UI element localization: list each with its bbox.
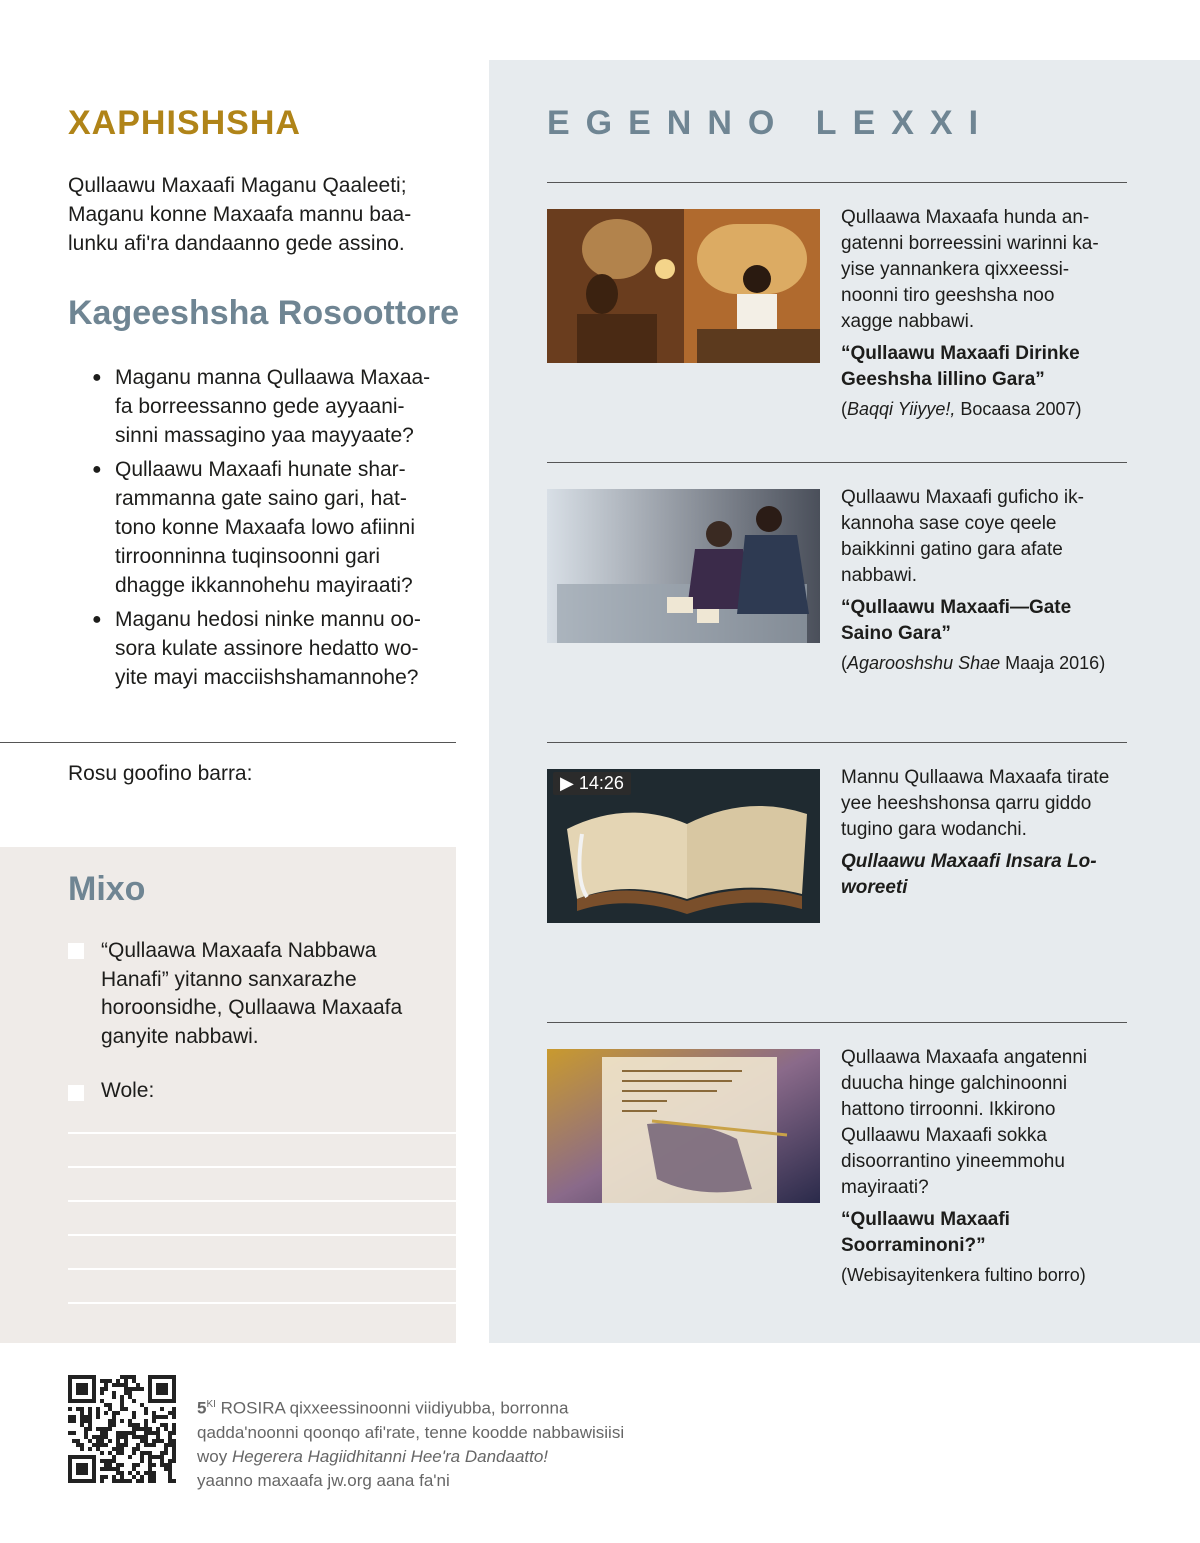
review-questions: [92, 363, 462, 697]
footer-text: [197, 1393, 624, 1493]
item-source: (Agarooshshu Shae Maaja 2016): [841, 653, 1106, 673]
other-checkbox[interactable]: [68, 1085, 84, 1101]
review-question: ● Maganu hedosi ninke mannu oo- sora kulate assinore hedatto wo- yite mayi macciishshamannohe?: [92, 605, 462, 692]
summary-line: lunku afi'ra dandaanno gede assino.: [68, 232, 405, 255]
item-description: Qullaawa Maxaafa angatenni duucha hinge galchinoonni hattono tirroonni. Ikkirono Qullaawu Maxaafi sokka disoorrantino yineemmohu mayiraati?: [841, 1047, 1088, 1198]
divider: [547, 1022, 1127, 1023]
summary-title: XAPHISHSHA: [68, 104, 301, 142]
summary-line: Maganu konne Maxaafa mannu baa-: [68, 203, 412, 226]
footer-line: qadda'noonni qoonqo afi'rate, tenne koodde nabbawisiisi: [197, 1422, 625, 1442]
item-description: Mannu Qullaawa Maxaafa tirate yee heeshshonsa qarru giddo tugino gara wodanchi.: [841, 767, 1110, 840]
bullet-icon: ●: [92, 461, 102, 478]
review-title: Kageeshsha Rosoottore: [68, 294, 460, 332]
explore-item: [841, 485, 1131, 676]
writing-line[interactable]: [68, 1268, 456, 1270]
qr-code[interactable]: [68, 1375, 176, 1483]
task-checkbox[interactable]: [68, 943, 84, 959]
writing-line[interactable]: [68, 1200, 456, 1202]
video-thumbnail[interactable]: [547, 769, 820, 923]
mixo-title: Mixo: [68, 870, 146, 908]
explore-item: [841, 1045, 1131, 1288]
item-source: (Webisayitenkera fultino borro): [841, 1265, 1086, 1285]
explore-title: EGENNO LEXXI: [547, 104, 995, 142]
footer-line: yaanno maxaafa jw.org aana fa'ni: [197, 1470, 450, 1490]
item-link-title[interactable]: “Qullaawu Maxaafi Soorraminoni?”: [841, 1209, 1010, 1256]
explore-item: [841, 205, 1131, 422]
bullet-icon: ●: [92, 611, 102, 628]
bullet-icon: ●: [92, 369, 102, 386]
video-duration: ▶ 14:26: [553, 772, 631, 795]
footer-line: woy Hegerera Hagiidhitanni Hee'ra Dandaatto!: [197, 1446, 549, 1466]
writing-line[interactable]: [68, 1132, 456, 1134]
manuscript-illustration[interactable]: [547, 1049, 820, 1203]
writing-line[interactable]: [68, 1166, 456, 1168]
item-link-title[interactable]: “Qullaawu Maxaafi Dirinke Geeshsha Iillino Gara”: [841, 343, 1080, 390]
museum-photo[interactable]: [547, 489, 820, 643]
divider: [0, 742, 456, 743]
review-question: ● Qullaawu Maxaafi hunate shar- rammanna gate saino gari, hat- tono konne Maxaafa lowo afiinni tirroonninna tuqinsoonni gari dhagge ikkannohehu mayiraati?: [92, 455, 462, 600]
task-text: “Qullaawa Maxaafa Nabbawa Hanafi” yitanno sanxarazhe horoonsidhe, Qullaawa Maxaafa ganyite nabbawi.: [101, 939, 403, 1048]
review-question: ● Maganu manna Qullaawa Maxaa- fa borreessanno gede ayyaani- sinni massagino yaa mayyaate?: [92, 363, 462, 450]
footer-line: $5^{KI}$ ROSIRA qixxeessinoonni viidiyubba, borronna: [197, 1398, 569, 1418]
item-source: (Baqqi Yiiyye!, Bocaasa 2007): [841, 399, 1082, 419]
divider: [547, 742, 1127, 743]
other-label: Wole:: [101, 1079, 155, 1102]
summary-line: Qullaawu Maxaafi Maganu Qaaleeti;: [68, 174, 407, 197]
explore-item: [841, 765, 1131, 901]
goal-date-label: Rosu goofino barra:: [68, 762, 253, 785]
writing-line[interactable]: [68, 1234, 456, 1236]
item-description: Qullaawa Maxaafa hunda an- gatenni borreessini warinni ka- yise yannankera qixxeessi- noonni tiro geeshsha noo xagge nabbawi.: [841, 207, 1099, 332]
writing-line[interactable]: [68, 1302, 456, 1304]
history-illustration[interactable]: [547, 209, 820, 363]
item-link-title[interactable]: Qullaawu Maxaafi Insara Lo- woreeti: [841, 851, 1097, 898]
item-description: Qullaawu Maxaafi guficho ik- kannoha sase coye qeele baikkinni gatino gara afate nabbawi.: [841, 487, 1084, 586]
divider: [547, 462, 1127, 463]
summary-text: [68, 171, 448, 258]
item-link-title[interactable]: “Qullaawu Maxaafi—Gate Saino Gara”: [841, 597, 1072, 644]
play-icon: ▶: [560, 773, 574, 793]
divider: [547, 182, 1127, 183]
